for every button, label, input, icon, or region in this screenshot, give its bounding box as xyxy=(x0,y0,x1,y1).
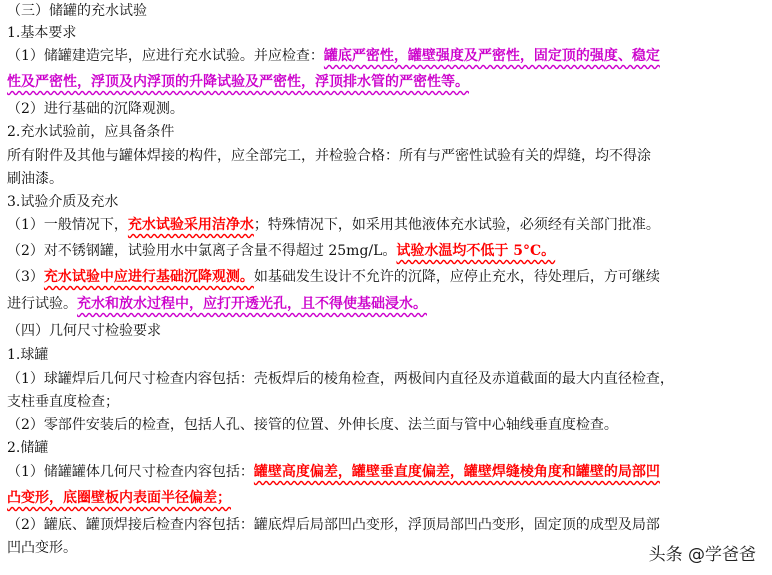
paragraph-conditions-line2: 刷油漆。 xyxy=(7,171,63,187)
paragraph-tank-1-cont: 凸变形，底圈壁板内表面半径偏差； xyxy=(7,490,231,506)
subsection-pre-conditions: 2.充水试验前，应具备条件 xyxy=(7,124,175,140)
paragraph-basic-2: （2）进行基础的沉降观测。 xyxy=(7,101,184,117)
paragraph-tank-1: （1）储罐罐体几何尺寸检查内容包括：罐壁高度偏差，罐壁垂直度偏差，罐壁焊缝棱角度和罐壁的局部凹 xyxy=(7,464,660,480)
paragraph-basic-1: （1）储罐建造完毕，应进行充水试验。并应检查：罐底严密性，罐壁强度及严密性，固定顶的强度、稳定 xyxy=(7,48,660,64)
paragraph-tank-2-line2: 凹凸变形。 xyxy=(7,540,77,556)
paragraph-sphere-1-line1: （1）球罐焊后几何尺寸检查内容包括：壳板焊后的棱角检查，两极间内直径及赤道截面的最大内直径检查， xyxy=(7,371,674,387)
paragraph-tank-2-line1: （2）罐底、罐顶焊接后检查内容包括：罐底焊后局部凹凸变形，浮顶局部凹凸变形，固定顶的成型及局部 xyxy=(7,517,660,533)
paragraph-medium-3-cont: 进行试验。充水和放水过程中，应打开透光孔，且不得使基础浸水。 xyxy=(7,296,427,312)
watermark: 头条 @学爸爸 xyxy=(648,545,756,565)
subsection-spherical-tank: 1.球罐 xyxy=(7,347,49,363)
section-4-title: （四）几何尺寸检验要求 xyxy=(7,323,161,339)
paragraph-conditions-line1: 所有附件及其他与罐体焊接的构件，应全部完工，并检验合格：所有与严密性试验有关的焊缝，均不得涂 xyxy=(7,148,651,164)
section-3-title: （三）储罐的充水试验 xyxy=(7,3,147,19)
paragraph-sphere-2: （2）零部件安装后的检查，包括人孔、接管的位置、外伸长度、法兰面与管中心轴线垂直度检查。 xyxy=(7,417,618,433)
paragraph-medium-2: （2）对不锈钢罐，试验用水中氯离子含量不得超过 25mg/L。试验水温均不低于 5°C。 xyxy=(7,243,556,259)
paragraph-sphere-1-line2: 支柱垂直度检查； xyxy=(7,394,119,410)
paragraph-medium-3: （3）充水试验中应进行基础沉降观测。如基础发生设计不允许的沉降，应停止充水，待处理后，方可继续 xyxy=(7,269,660,285)
subsection-test-medium: 3.试验介质及充水 xyxy=(7,194,119,210)
subsection-storage-tank: 2.储罐 xyxy=(7,440,49,456)
paragraph-medium-1: （1）一般情况下，充水试验采用洁净水；特殊情况下，如采用其他液体充水试验，必须经有关部门批准。 xyxy=(7,217,660,233)
subsection-basic-requirements: 1.基本要求 xyxy=(7,25,77,41)
paragraph-basic-1-cont: 性及严密性，浮顶及内浮顶的升降试验及严密性，浮顶排水管的严密性等。 xyxy=(7,74,469,90)
